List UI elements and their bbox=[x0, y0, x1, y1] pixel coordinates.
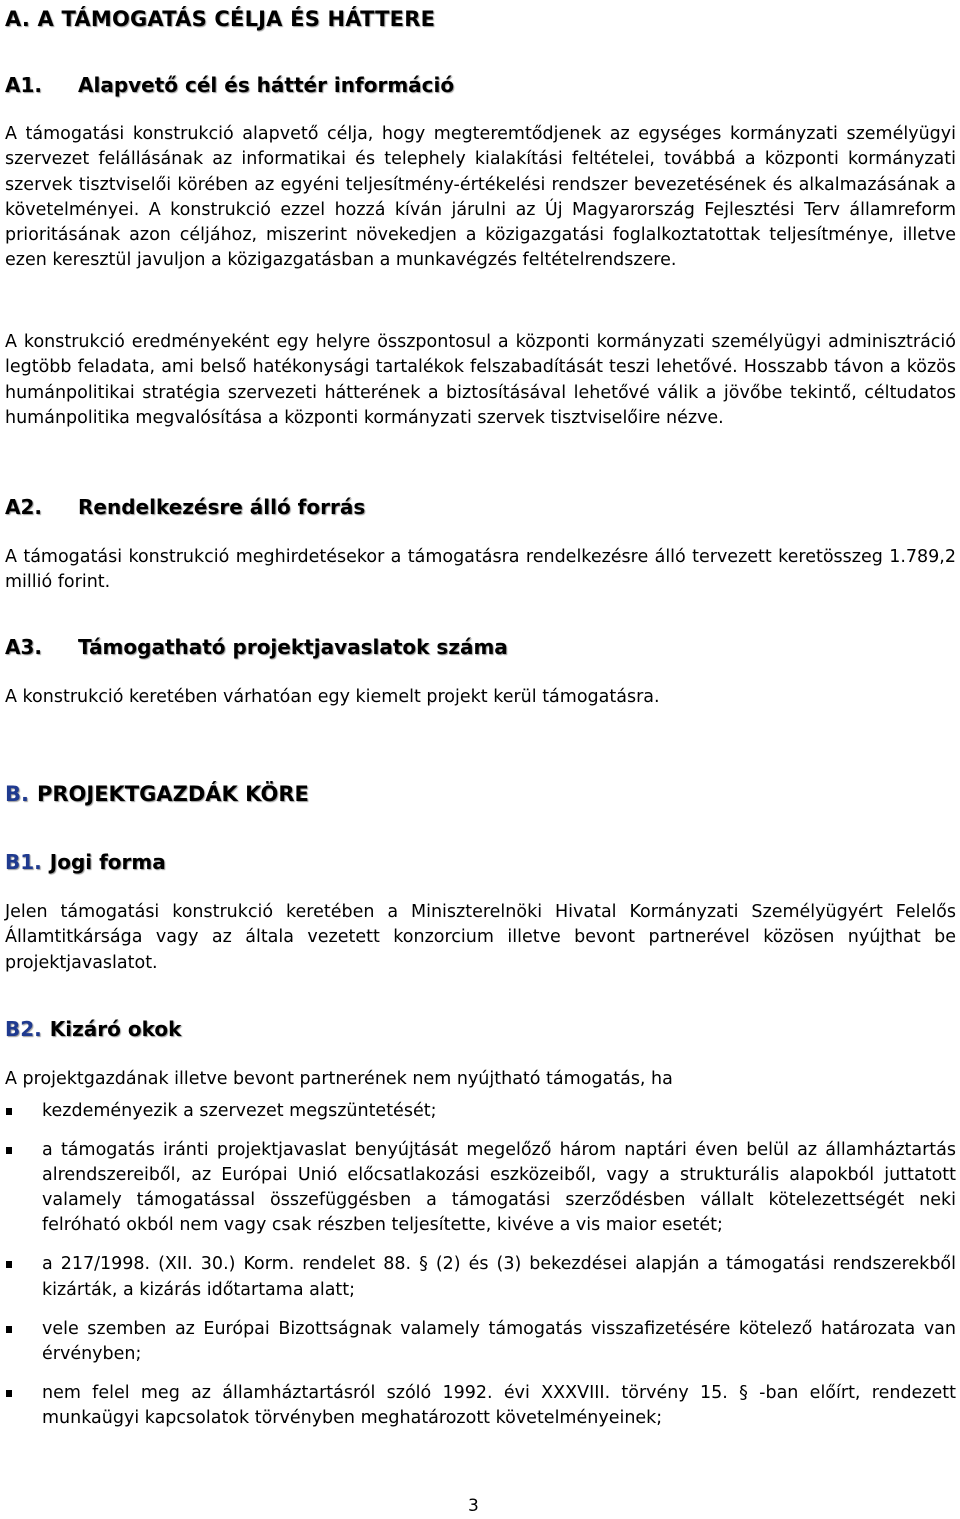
list-item-text: vele szemben az Európai Bizottságnak valamely támogatás visszafizetésére kötelező határozata van érvényben; bbox=[42, 1318, 956, 1364]
section-a-heading: A. A TÁMOGATÁS CÉLJA ÉS HÁTTERE bbox=[5, 7, 436, 31]
a3-title: Támogatható projektjavaslatok száma bbox=[78, 635, 508, 659]
b1-title: Jogi forma bbox=[49, 850, 166, 874]
b2-intro: A projektgazdának illetve bevont partnerének nem nyújtható támogatás, ha bbox=[5, 1069, 673, 1089]
list-item bbox=[5, 1099, 956, 1124]
list-item bbox=[5, 1138, 956, 1238]
b2-number: B2. bbox=[5, 1017, 42, 1041]
list-item-text: kezdeményezik a szervezet megszüntetését; bbox=[42, 1101, 437, 1121]
a1-heading bbox=[5, 73, 454, 97]
b2-heading bbox=[5, 1017, 181, 1041]
section-b-heading bbox=[5, 782, 309, 806]
b2-exclusion-list bbox=[5, 1099, 956, 1431]
square-bullet-icon bbox=[6, 1326, 12, 1333]
list-item-text: nem felel meg az államháztartásról szóló 1992. évi XXXVIII. törvény 15. § -ban előírt, rendezett munkaügyi kapcsolatok törvényben meghatározott követelményeinek; bbox=[42, 1382, 956, 1428]
a3-heading bbox=[5, 635, 508, 659]
b2-title: Kizáró okok bbox=[49, 1017, 182, 1041]
section-b-number: B. bbox=[5, 782, 29, 806]
a2-title: Rendelkezésre álló forrás bbox=[78, 495, 366, 519]
a1-paragraph-2: A konstrukció eredményeként egy helyre összpontosul a központi kormányzati személyügyi adminisztráció legtöbb feladata, ami belső hatékonysági tartalékok felszabadítását teszi lehetővé. Hosszabb távon a közös humánpolitikai stratégia szervezeti hátterének a biztosításával lehetővé válik a jövőbe tekintő, céltudatos humánpolitika megvalósítása a központi kormányzati szervek tisztviselőire nézve. bbox=[5, 332, 956, 428]
square-bullet-icon bbox=[6, 1147, 12, 1154]
a2-number: A2. bbox=[5, 495, 42, 519]
b1-paragraph: Jelen támogatási konstrukció keretében a Miniszterelnöki Hivatal Kormányzati Személyügyért Felelős Államtitkársága vagy az általa vezetett konzorcium illetve bevont partnerével közösen nyújthat be projektjavaslatot. bbox=[5, 902, 956, 973]
square-bullet-icon bbox=[6, 1108, 12, 1115]
a2-paragraph: A támogatási konstrukció meghirdetésekor a támogatásra rendelkezésre álló tervezett keretösszeg 1.789,2 millió forint. bbox=[5, 547, 956, 593]
section-b-title: PROJEKTGAZDÁK KÖRE bbox=[36, 782, 309, 806]
a1-number: A1. bbox=[5, 73, 42, 97]
list-item bbox=[5, 1317, 956, 1367]
a1-title: Alapvető cél és háttér információ bbox=[78, 73, 455, 97]
a1-paragraph-1: A támogatási konstrukció alapvető célja, hogy megteremtődjenek az egységes kormányzati személyügyi szervezet felállásának az informatikai és telephely kialakítási feltételei, továbbá a központi kormányzati szervek tisztviselői körében az egyéni teljesítmény-értékelési rendszer bevezetésének és alkalmazásának a követelményei. A konstrukció ezzel hozzá kíván járulni az Új Magyarország Fejlesztési Terv államreform prioritásának azon céljához, miszerint növekedjen a közigazgatási foglalkoztatottak teljesítménye, illetve ezen keresztül javuljon a közigazgatásban a munkavégzés feltételrendszere. bbox=[5, 124, 956, 271]
page-number: 3 bbox=[468, 1496, 479, 1516]
square-bullet-icon bbox=[6, 1390, 12, 1397]
list-item-text: a támogatás iránti projektjavaslat benyújtását megelőző három naptári éven belül az államháztartás alrendszereiből, az Európai Unió előcsatlakozási eszközeiből, vagy a strukturális alapokból juttatott valamely támogatással összefüggésben a támogatási szerződésben vállalt kötelezettségét neki felróható okból nem vagy csak részben teljesítette, kivéve a vis maior esetét; bbox=[42, 1140, 956, 1236]
list-item-text: a 217/1998. (XII. 30.) Korm. rendelet 88. § (2) és (3) bekezdései alapján a támogatási rendszerekből kizárták, a kizárás időtartama alatt; bbox=[42, 1254, 956, 1300]
a2-heading bbox=[5, 495, 365, 519]
a3-number: A3. bbox=[5, 635, 42, 659]
b1-number: B1. bbox=[5, 850, 42, 874]
b1-heading bbox=[5, 850, 166, 874]
list-item bbox=[5, 1252, 956, 1302]
list-item bbox=[5, 1381, 956, 1431]
a3-paragraph: A konstrukció keretében várhatóan egy kiemelt projekt kerül támogatásra. bbox=[5, 687, 660, 707]
square-bullet-icon bbox=[6, 1261, 12, 1268]
